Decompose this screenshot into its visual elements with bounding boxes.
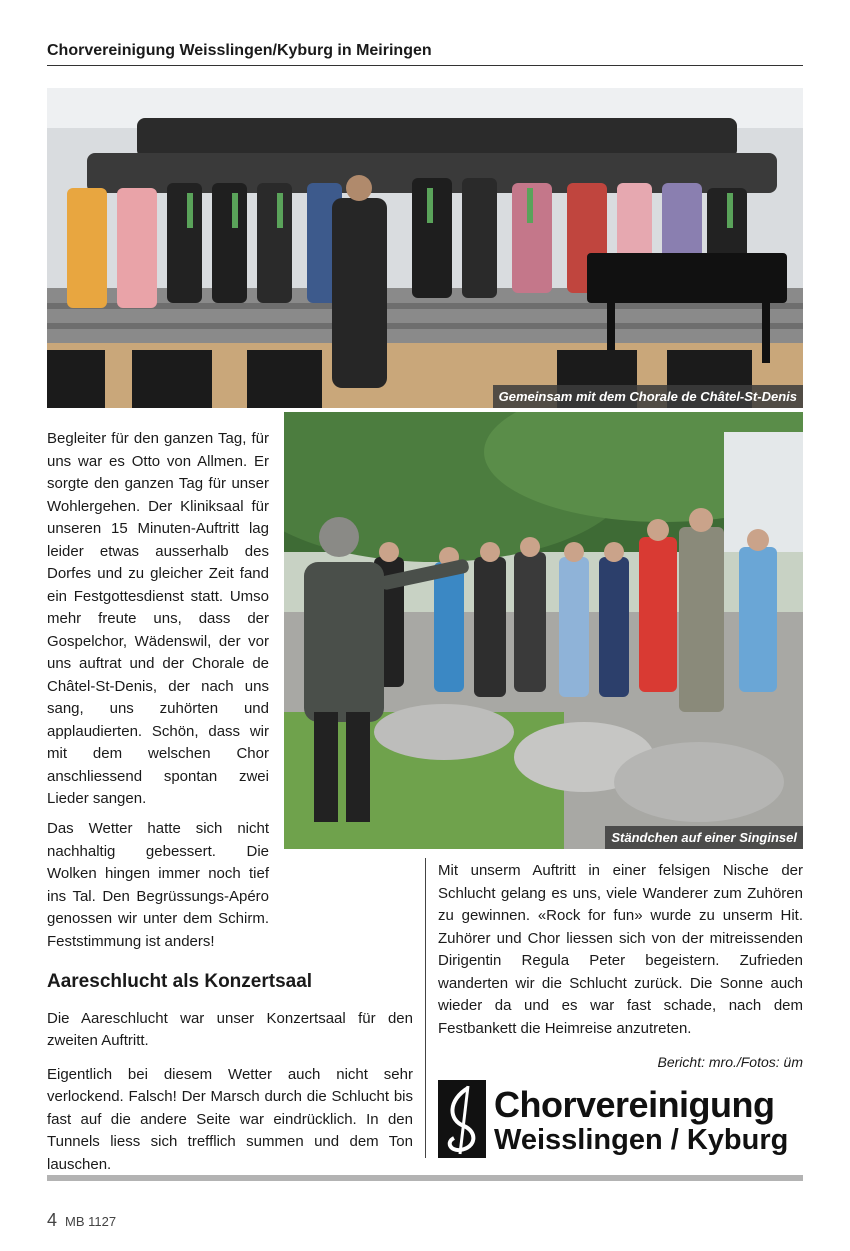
column-divider [425, 858, 426, 1158]
article-column-right [438, 860, 803, 1074]
choir-logo [438, 1080, 803, 1160]
article-paragraph: Das Wetter hatte sich nicht nachhaltig gebessert. Die Wolken hingen immer noch tief ins Tal. Den Begrüssungs-Apéro genossen wir unter dem Schirm. Feststimmung ist anders! [47, 820, 269, 950]
article-paragraph: Mit unserm Auftritt in einer felsigen Nische der Schlucht gelang es uns, viele Wanderer zum Zuhören zu gewinnen. «Rock for fun» wurde zu unserm Hit. Zuhörer und Chor liessen sich von der mitreissenden Dirigentin Regula Peter begeistern. Zufrieden wanderten wir die Schlucht zurück. Die Sonne auch wieder da und es war fast schade, nach dem Festbankett die Heimreise anzutreten. [438, 862, 803, 1037]
article-column-left-bottom [47, 818, 413, 1187]
article-paragraph: Die Aareschlucht war unser Konzertsaal für den zweiten Auftritt. [47, 1009, 413, 1049]
issue-label: MB 1127 [65, 1214, 117, 1229]
article-column-left-top [47, 428, 269, 822]
logo-wordmark-line1: Chorvereinigung [494, 1084, 775, 1125]
photo-caption-stage: Gemeinsam mit dem Chorale de Châtel-St-Denis [493, 385, 803, 408]
page-number: 4 [47, 1210, 58, 1230]
choir-stage-illustration [47, 88, 803, 408]
header-rule [47, 65, 803, 66]
article-paragraph: Eigentlich bei diesem Wetter auch nicht sehr verlockend. Falsch! Der Marsch durch die Schlucht bis fast auf die andere Seite war eindrücklich. In den Tunnels liess sich trefflich summen und dem Ton lauschen. [47, 1065, 413, 1173]
article-credit: Bericht: mro./Fotos: üm [657, 1054, 803, 1070]
page-header-title: Chorvereinigung Weisslingen/Kyburg in Meiringen [47, 42, 432, 59]
article-subheading: Aareschlucht als Konzertsaal [47, 971, 313, 992]
choir-outdoor-photo [284, 412, 803, 849]
photo-caption-singinsel: Ständchen auf einer Singinsel [605, 826, 803, 849]
logo-wordmark-line2: Weisslingen / Kyburg [494, 1124, 789, 1156]
article-paragraph: Begleiter für den ganzen Tag, für uns war es Otto von Allmen. Er sorgte den ganzen Tag für unser Wohlergehen. Der Kliniksaal für unseren 15 Minuten-Auftritt lag leider etwas ausserhalb des Dorfes und zu gleicher Zeit fand ein Festgottesdienst statt. Umso mehr freute uns, dass der Gospelchor, Wädenswil, der vor uns auftrat und der Chorale de Châtel-St-Denis, der nach uns sang, uns zuhörten und applaudierten. Schön, dass wir mit dem welschen Chor anschliessend spontan zwei Lieder sangen. [47, 430, 269, 807]
choir-outdoor-illustration [284, 412, 803, 849]
footer-rule [47, 1175, 803, 1181]
choir-stage-photo [47, 88, 803, 408]
clef-logo-icon [438, 1080, 486, 1158]
